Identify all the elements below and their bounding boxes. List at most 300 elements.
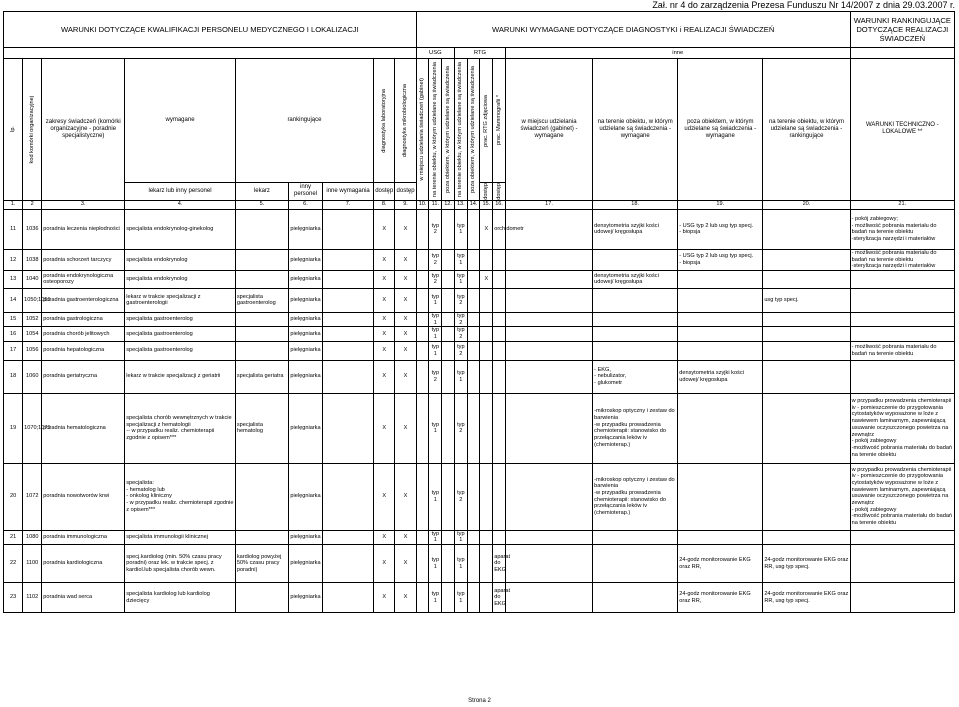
row-inne-c: 24-godz monitorowanie EKG oraz RR, [678, 545, 763, 583]
row-lab: X [374, 583, 395, 613]
row-kod: 1050;1051 [23, 288, 42, 312]
header-inne-a: w miejscu udzielania świadczeń (gabinet) - wymagane [505, 59, 592, 201]
row-lp: 21 [4, 530, 23, 544]
header-lp: lp. [9, 126, 16, 133]
header-dostep-3: dostęp [482, 183, 489, 200]
row-ranking-staff: specjalista hematolog [235, 393, 288, 463]
row-name: poradnia endokrynologiczna osteoporozy [42, 270, 125, 288]
row-rtg-c [480, 393, 493, 463]
row-name: poradnia immunologiczna [42, 530, 125, 544]
row-inne-b [593, 583, 678, 613]
row-rtg-d [493, 312, 506, 326]
row-other-requirements [323, 249, 374, 270]
row-rtg-c [480, 312, 493, 326]
row-other-staff: pielęgniarka [289, 360, 323, 393]
row-usg-c [442, 312, 455, 326]
row-other-staff: pielęgniarka [289, 312, 323, 326]
table-row [4, 463, 955, 530]
row-usg-c [442, 249, 455, 270]
row-micro: X [395, 360, 416, 393]
row-rtg-b [467, 583, 480, 613]
row-inne-d [763, 360, 850, 393]
row-other-staff: pielęgniarka [289, 545, 323, 583]
table-row [4, 327, 955, 341]
row-ranking-staff [235, 463, 288, 530]
column-number: 2 [23, 200, 42, 209]
row-usg-b: typ 1 [429, 530, 442, 544]
row-rtg-d [493, 530, 506, 544]
row-rtg-b [467, 270, 480, 288]
row-inne-b [593, 341, 678, 360]
row-lab: X [374, 530, 395, 544]
row-micro: X [395, 393, 416, 463]
row-lp: 18 [4, 360, 23, 393]
row-required-staff: specjalista endokrynolog-ginekolog [125, 209, 236, 249]
row-inne-b [593, 327, 678, 341]
table-row [4, 288, 955, 312]
row-inne-b: - EKG, - nebulizator, - glukometr [593, 360, 678, 393]
row-other-staff: pielęgniarka [289, 327, 323, 341]
row-rtg-a: typ 1 [454, 583, 467, 613]
row-inne-d: 24-godz monitorowanie EKG oraz RR, usg typ specj. [763, 583, 850, 613]
header-usg-c: poza obiektem, w którym udzielane są świadczenia [444, 65, 451, 193]
row-inne-b [593, 288, 678, 312]
column-number: 20. [763, 200, 850, 209]
header-zakres: zakresy świadczeń (komórki organizacyjne - poradnie specjalistyczne) [42, 59, 125, 201]
row-ranking-staff: specjalista gastroenterolog [235, 288, 288, 312]
row-rtg-d [493, 463, 506, 530]
group-ranking: WARUNKI RANKINGUJĄCE DOTYCZĄCE REALIZACJI ŚWIADCZEŃ [850, 12, 954, 48]
column-number: 7. [323, 200, 374, 209]
row-lab: X [374, 360, 395, 393]
row-usg-b: typ 1 [429, 312, 442, 326]
table-row [4, 393, 955, 463]
row-inne-a [505, 545, 592, 583]
row-rtg-a: typ 1 [454, 270, 467, 288]
row-usg-c [442, 288, 455, 312]
column-number: 11. [429, 200, 442, 209]
row-other-requirements [323, 583, 374, 613]
row-inne-c: densytometria szyjki kości udowej/ kręgosłupa [678, 360, 763, 393]
column-number-row [4, 200, 955, 209]
row-ranking-staff [235, 530, 288, 544]
table-row [4, 209, 955, 249]
row-tech [850, 270, 954, 288]
row-other-staff: pielęgniarka [289, 270, 323, 288]
row-name: poradnia gastrologiczna [42, 312, 125, 326]
row-lab: X [374, 249, 395, 270]
table-row [4, 583, 955, 613]
row-name: poradnia nowotworów krwi [42, 463, 125, 530]
row-usg-a [416, 530, 429, 544]
row-rtg-c [480, 288, 493, 312]
row-other-requirements [323, 209, 374, 249]
row-usg-a [416, 209, 429, 249]
row-kod: 1054 [23, 327, 42, 341]
table-row [4, 530, 955, 544]
row-usg-c [442, 545, 455, 583]
row-kod: 1052 [23, 312, 42, 326]
row-inne-c [678, 530, 763, 544]
row-inne-c: - USG typ 2 lub usg typ specj. - biopsja [678, 209, 763, 249]
row-rtg-a: typ 2 [454, 341, 467, 360]
row-ranking-staff [235, 249, 288, 270]
row-other-requirements [323, 393, 374, 463]
row-inne-b: -mikroskop optyczny i zestaw do barwienia -w przypadku prowadzenia chemioterapii: stanowisko do przełączania leków iv (chemioterap.) [593, 463, 678, 530]
row-rtg-c [480, 249, 493, 270]
row-tech: - pokój zabiegowy; - możliwość pobrania materiału do badań na terenie obiektu -sterylizacja narzędzi i materiałów [850, 209, 954, 249]
row-usg-a [416, 545, 429, 583]
column-number: 10. [416, 200, 429, 209]
row-rtg-c [480, 530, 493, 544]
row-usg-a [416, 583, 429, 613]
row-inne-d [763, 530, 850, 544]
row-rtg-d: aparat do EKG [493, 583, 506, 613]
header-mikro: diagnostyka mikrobiologiczna [402, 83, 409, 158]
row-tech [850, 312, 954, 326]
header-rtg-a: na terenie obiektu, w którym udzielane są świadczenia [457, 61, 464, 197]
row-usg-a [416, 312, 429, 326]
row-rtg-d: orchidometr [493, 209, 506, 249]
table-row [4, 270, 955, 288]
row-inne-d [763, 341, 850, 360]
row-rtg-c [480, 341, 493, 360]
header-inne-d: na terenie obiektu, w którym udzielane są świadczenia - rankingujące [763, 59, 850, 201]
row-inne-d [763, 209, 850, 249]
row-inne-c [678, 270, 763, 288]
row-rtg-a: typ 1 [454, 360, 467, 393]
header-inne-wymagania: inne wymagania [323, 183, 374, 201]
row-usg-b: typ 1 [429, 583, 442, 613]
row-usg-b: typ 2 [429, 360, 442, 393]
row-rtg-a: typ 2 [454, 393, 467, 463]
row-other-requirements [323, 545, 374, 583]
row-tech [850, 360, 954, 393]
row-kod: 1072 [23, 463, 42, 530]
row-micro: X [395, 209, 416, 249]
row-ranking-staff: kardiolog powyżej 50% czasu pracy poradni) [235, 545, 288, 583]
subgroup-rtg: RTG [454, 48, 505, 59]
row-tech [850, 545, 954, 583]
header-inne-c: poza obiektem, w którym udzielane są świadczenia - wymagane [678, 59, 763, 201]
row-rtg-b [467, 393, 480, 463]
row-rtg-c [480, 583, 493, 613]
row-usg-a [416, 393, 429, 463]
row-rtg-a: typ 1 [454, 249, 467, 270]
column-number: 8. [374, 200, 395, 209]
row-lp: 20 [4, 463, 23, 530]
page-footer: Strona 2 [468, 698, 491, 704]
row-other-staff: pielęgniarka [289, 288, 323, 312]
row-usg-c [442, 393, 455, 463]
row-usg-c [442, 327, 455, 341]
row-lp: 13 [4, 270, 23, 288]
column-number: 17. [505, 200, 592, 209]
row-other-staff: pielęgniarka [289, 209, 323, 249]
row-rtg-d [493, 270, 506, 288]
row-tech: - możliwość pobrania materiału do badań na terenie obiektu [850, 341, 954, 360]
row-rtg-d [493, 393, 506, 463]
header-lekarz-inny: lekarz lub inny personel [125, 183, 236, 201]
column-number: 15. [480, 200, 493, 209]
row-inne-d [763, 312, 850, 326]
header-lab: diagnostyka laboratoryjna [380, 88, 387, 153]
row-kod: 1080 [23, 530, 42, 544]
header-usg-a: w miejscu udzielania świadczeń (gabinet) [419, 78, 426, 181]
row-other-staff: pielęgniarka [289, 249, 323, 270]
row-inne-b: densytometria szyjki kości udowej/ kręgosłupa [593, 209, 678, 249]
row-inne-c: 24-godz monitorowanie EKG oraz RR, [678, 583, 763, 613]
row-inne-d [763, 393, 850, 463]
requirements-table [3, 11, 955, 613]
row-inne-a [505, 530, 592, 544]
row-micro: X [395, 312, 416, 326]
row-rtg-a: typ 2 [454, 327, 467, 341]
column-number: 6. [289, 200, 323, 209]
row-inne-b: densytometria szyjki kości udowej/ kręgosłupa [593, 270, 678, 288]
row-required-staff: specjalista: - hematolog lub - onkolog kliniczny - w przypadku realiz. chemioterapii zgodnie z opisem*** [125, 463, 236, 530]
row-usg-b: typ 2 [429, 270, 442, 288]
row-ranking-staff [235, 209, 288, 249]
row-rtg-b [467, 327, 480, 341]
row-rtg-b [467, 341, 480, 360]
row-lp: 14 [4, 288, 23, 312]
table-row [4, 545, 955, 583]
row-rtg-a: typ 1 [454, 545, 467, 583]
header-tech: WARUNKI TECHNICZNO - LOKALOWE ** [850, 59, 954, 201]
row-micro: X [395, 583, 416, 613]
row-inne-b [593, 312, 678, 326]
row-tech: w przypadku prowadzenia chemioterapii iv - pomieszczenie do przygotowania cytostatyków wyposażone w loże z nawiewem laminarnym, zapewniającą usuwanie oczyszczonego powietrza na zewnątrz - pokój zabiegowy -możliwość pobrania materiału do badań na terenie obiektu [850, 393, 954, 463]
row-usg-a [416, 341, 429, 360]
row-inne-c [678, 341, 763, 360]
subgroup-inne: inne [505, 48, 850, 59]
row-rtg-d [493, 341, 506, 360]
row-usg-c [442, 341, 455, 360]
row-micro: X [395, 463, 416, 530]
row-lab: X [374, 312, 395, 326]
column-number: 13. [454, 200, 467, 209]
row-other-requirements [323, 463, 374, 530]
subgroup-usg: USG [416, 48, 454, 59]
row-rtg-a: typ 1 [454, 530, 467, 544]
group-diagnostics: WARUNKI WYMAGANE DOTYCZĄCE DIAGNOSTYKI i REALIZACJI ŚWIADCZEŃ [416, 12, 850, 48]
table-row [4, 249, 955, 270]
row-name: poradnia leczenia niepłodności [42, 209, 125, 249]
column-number: 16. [493, 200, 506, 209]
row-rtg-b [467, 463, 480, 530]
row-rtg-c [480, 327, 493, 341]
row-usg-a [416, 327, 429, 341]
row-lp: 12 [4, 249, 23, 270]
row-required-staff: specjalista gastroenterolog [125, 341, 236, 360]
row-kod: 1060 [23, 360, 42, 393]
row-ranking-staff: specjalista geriatra [235, 360, 288, 393]
row-required-staff: specjalista gastroenterolog [125, 327, 236, 341]
row-lp: 11 [4, 209, 23, 249]
row-lab: X [374, 270, 395, 288]
row-rtg-c: X [480, 209, 493, 249]
row-usg-c [442, 463, 455, 530]
row-inne-a [505, 583, 592, 613]
row-ranking-staff [235, 583, 288, 613]
row-rtg-a: typ 2 [454, 288, 467, 312]
row-inne-c: - USG typ 2 lub usg typ specj. - biopsja [678, 249, 763, 270]
row-other-staff: pielęgniarka [289, 341, 323, 360]
row-tech [850, 583, 954, 613]
row-other-requirements [323, 312, 374, 326]
row-inne-c [678, 327, 763, 341]
row-lp: 16 [4, 327, 23, 341]
row-other-requirements [323, 288, 374, 312]
row-other-staff: pielęgniarka [289, 463, 323, 530]
row-inne-d: 24-godz monitorowanie EKG oraz RR, usg typ specj. [763, 545, 850, 583]
row-tech [850, 288, 954, 312]
header-inny-personel: inny personel [289, 183, 323, 201]
row-inne-c [678, 288, 763, 312]
row-inne-c [678, 393, 763, 463]
row-rtg-d: aparat do EKG [493, 545, 506, 583]
header-dostep-4: dostęp [495, 183, 502, 200]
row-rtg-b [467, 312, 480, 326]
column-number: 21. [850, 200, 954, 209]
row-other-requirements [323, 341, 374, 360]
column-number: 19. [678, 200, 763, 209]
row-micro: X [395, 270, 416, 288]
row-usg-c [442, 583, 455, 613]
column-number: 18. [593, 200, 678, 209]
row-inne-d [763, 463, 850, 530]
row-rtg-c [480, 463, 493, 530]
column-number: 4. [125, 200, 236, 209]
header-rankingujace: rankingujące [235, 59, 373, 183]
row-rtg-c [480, 360, 493, 393]
row-inne-a [505, 249, 592, 270]
header-inne-b: na terenie obiektu, w którym udzielane są świadczenia - wymagane [593, 59, 678, 201]
row-usg-b: typ 1 [429, 327, 442, 341]
row-lab: X [374, 393, 395, 463]
row-kod: 1070;1071 [23, 393, 42, 463]
header-rtg-d: prac. Mammografii * [495, 95, 502, 146]
row-inne-d: usg typ specj. [763, 288, 850, 312]
row-rtg-b [467, 530, 480, 544]
row-required-staff: specjalista kardiolog lub kardiolog dziecięcy [125, 583, 236, 613]
row-ranking-staff [235, 341, 288, 360]
row-usg-a [416, 288, 429, 312]
row-name: poradnia kardiologiczna [42, 545, 125, 583]
row-kod: 1036 [23, 209, 42, 249]
row-other-requirements [323, 360, 374, 393]
row-inne-c [678, 312, 763, 326]
row-lp: 15 [4, 312, 23, 326]
header-rtg-c: prac. RTG zdjęciowa [482, 94, 489, 147]
row-micro: X [395, 530, 416, 544]
row-other-requirements [323, 530, 374, 544]
row-inne-b [593, 530, 678, 544]
row-required-staff: lekarz w trakcie specjalizacji z geriatrii [125, 360, 236, 393]
column-number: 12. [442, 200, 455, 209]
row-usg-b: typ 1 [429, 393, 442, 463]
row-usg-a [416, 463, 429, 530]
row-micro: X [395, 288, 416, 312]
row-rtg-b [467, 249, 480, 270]
row-inne-b [593, 545, 678, 583]
row-inne-a [505, 327, 592, 341]
row-name: poradnia hepatologiczna [42, 341, 125, 360]
row-rtg-b [467, 288, 480, 312]
row-kod: 1056 [23, 341, 42, 360]
row-lab: X [374, 463, 395, 530]
header-wymagane: wymagane [125, 59, 236, 183]
row-usg-a [416, 249, 429, 270]
row-usg-b: typ 1 [429, 463, 442, 530]
row-rtg-d [493, 249, 506, 270]
row-usg-c [442, 270, 455, 288]
row-tech: w przypadku prowadzenia chemioterapii iv - pomieszczenie do przygotowania cytostatyków wyposażone w loże z nawiewem laminarnym, zapewniającą usuwanie oczyszczonego powietrza na zewnątrz - pokój zabiegowy -możliwość pobrania materiału do badań na terenie obiektu [850, 463, 954, 530]
row-name: poradnia schorzeń tarczycy [42, 249, 125, 270]
row-ranking-staff [235, 327, 288, 341]
row-ranking-staff [235, 270, 288, 288]
row-rtg-a: typ 1 [454, 209, 467, 249]
row-required-staff: specjalista chorób wewnętrznych w trakcie specjalizacji z hematologii -- w przypadku realiz. chemioterapii zgodnie z opisem*** [125, 393, 236, 463]
row-micro: X [395, 327, 416, 341]
row-micro: X [395, 341, 416, 360]
row-inne-a [505, 341, 592, 360]
row-usg-b: typ 1 [429, 288, 442, 312]
row-usg-c [442, 530, 455, 544]
row-name: poradnia gastroenterologiczna [42, 288, 125, 312]
header-lekarz: lekarz [235, 183, 288, 201]
row-micro: X [395, 249, 416, 270]
header-rtg-b: poza obiektem, w którym udzielane są świadczenia [470, 65, 477, 193]
row-inne-a [505, 270, 592, 288]
row-rtg-b [467, 545, 480, 583]
table-row [4, 360, 955, 393]
row-other-requirements [323, 327, 374, 341]
row-rtg-d [493, 288, 506, 312]
row-usg-a [416, 360, 429, 393]
row-lp: 22 [4, 545, 23, 583]
row-tech: - możliwość pobrania materiału do badań na terenie obiektu -sterylizacja narzędzi i materiałów [850, 249, 954, 270]
row-lp: 17 [4, 341, 23, 360]
row-kod: 1102 [23, 583, 42, 613]
row-lab: X [374, 341, 395, 360]
row-inne-a [505, 288, 592, 312]
header-kod: kod komórki organizacyjnej [28, 95, 35, 164]
row-usg-b: typ 1 [429, 341, 442, 360]
row-lab: X [374, 288, 395, 312]
row-inne-d [763, 270, 850, 288]
column-number: 14. [467, 200, 480, 209]
row-required-staff: specj.kardiolog (min. 50% czasu pracy poradni) oraz lek. w trakcie specj. z kardiol.lub specjalista chorób wewn. [125, 545, 236, 583]
row-name: poradnia hematologiczna [42, 393, 125, 463]
row-rtg-c [480, 545, 493, 583]
table-row [4, 312, 955, 326]
header-dostep-2: dostęp [395, 183, 416, 201]
row-inne-b [593, 249, 678, 270]
group-staff: WARUNKI DOTYCZĄCE KWALIFIKACJI PERSONELU MEDYCZNEGO I LOKALIZACJI [4, 12, 417, 48]
column-number: 1. [4, 200, 23, 209]
row-kod: 1040 [23, 270, 42, 288]
row-lab: X [374, 209, 395, 249]
row-required-staff: specjalista endokrynolog [125, 249, 236, 270]
row-usg-c [442, 360, 455, 393]
row-rtg-d [493, 327, 506, 341]
row-micro: X [395, 545, 416, 583]
row-usg-b: typ 1 [429, 545, 442, 583]
row-usg-c [442, 209, 455, 249]
row-rtg-a: typ 2 [454, 312, 467, 326]
